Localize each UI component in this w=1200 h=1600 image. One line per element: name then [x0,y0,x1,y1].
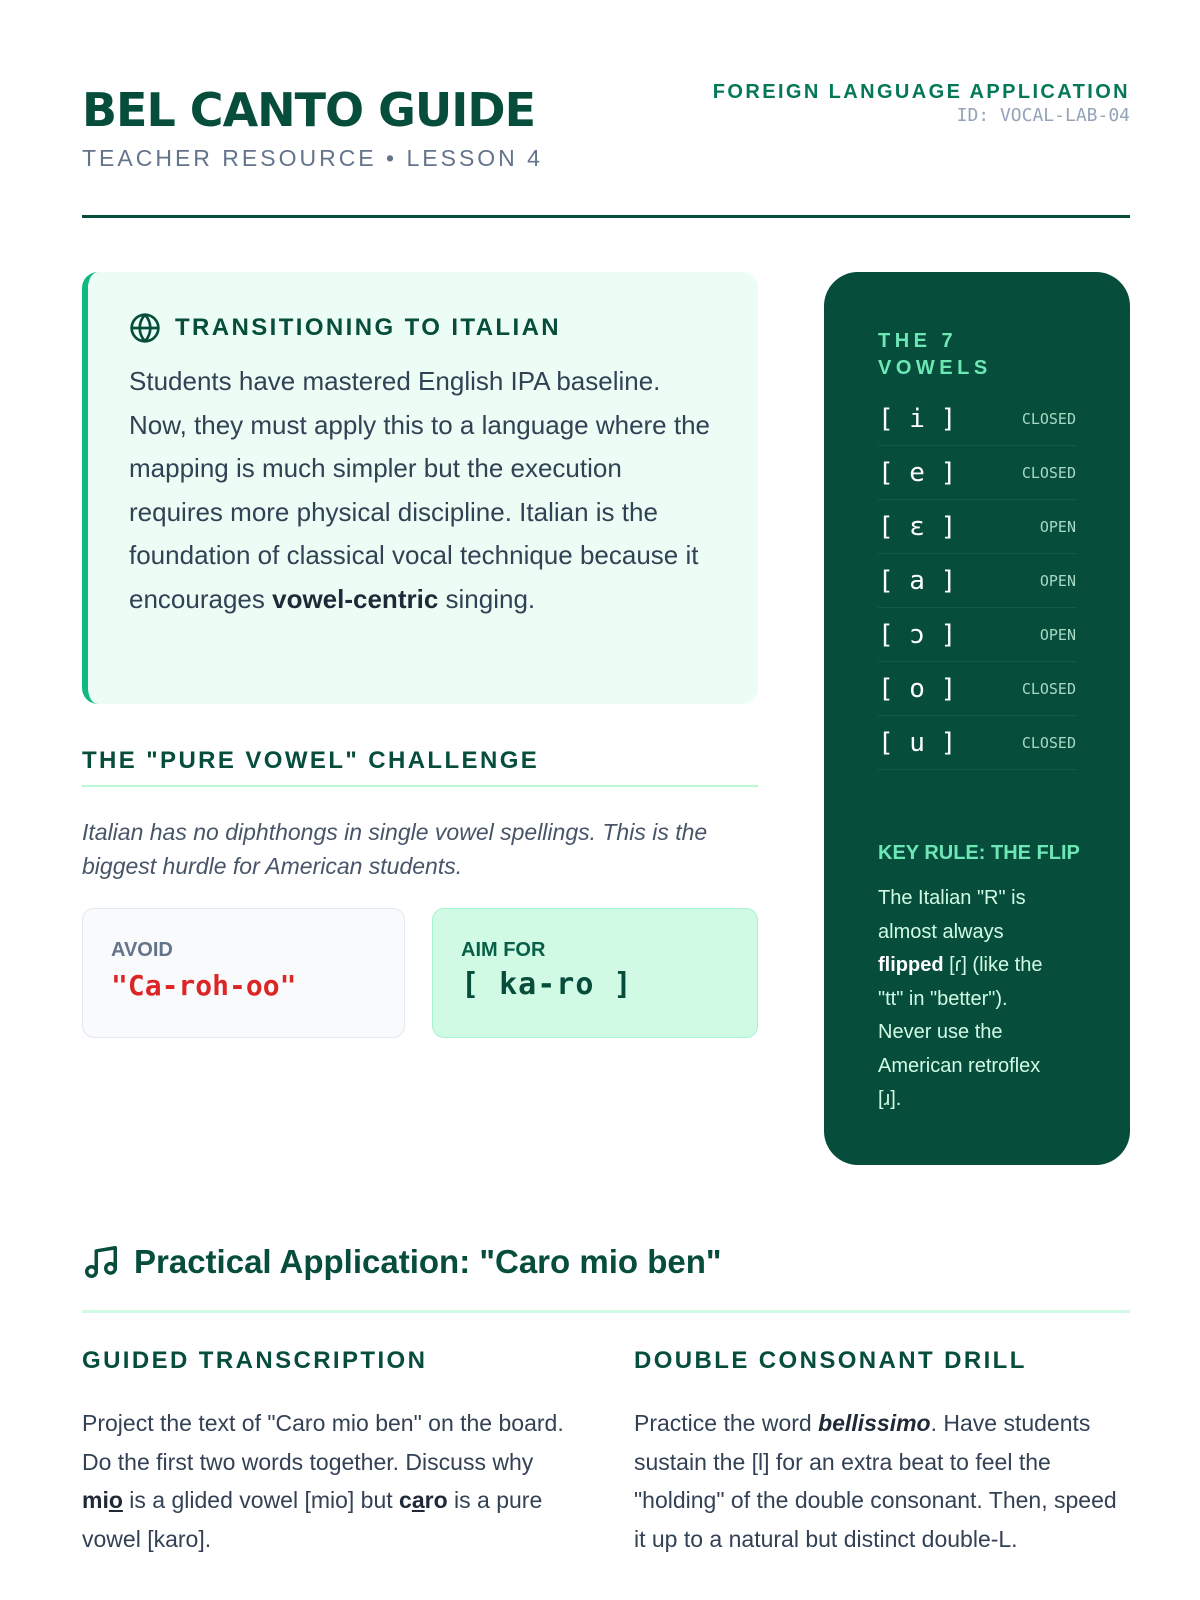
guided-transcription-title: GUIDED TRANSCRIPTION [82,1347,428,1374]
intro-text-end: singing. [438,583,536,614]
word-part: c [399,1487,412,1513]
guided-transcription-body [82,1404,567,1558]
intro-callout [82,272,758,704]
body-text: is a glided vowel [mio] but [122,1487,400,1513]
vowel-row [878,500,1076,554]
body-text: Project the text of "Caro mio ben" on the board. Do the first two words together. Discuss why [82,1410,564,1475]
key-rule-body [878,882,1064,1117]
intro-callout-body [129,360,718,621]
key-rule-text-end: [ɾ] (like the "tt" in "better"). Never use the American retroflex [ɹ]. [878,954,1043,1110]
body-text: is a pure vowel [karo]. [82,1487,543,1552]
vowels-sidebar [824,272,1130,1165]
vowel-symbol: [ u ] [878,727,957,758]
globe-icon [129,312,161,344]
vowel-symbol: [ o ] [878,673,957,704]
application-label: FOREIGN LANGUAGE APPLICATION [712,81,1130,103]
word-bellissimo: bellissimo [818,1410,931,1436]
word-caro [399,1487,448,1513]
vowel-row [878,608,1076,662]
aim-for-label: AIM FOR [461,939,546,961]
vowel-symbol: [ e ] [878,457,957,488]
key-rule-text: The Italian "R" is almost always [878,887,1026,943]
avoid-pronunciation: "Ca-roh-oo" [111,969,297,1002]
vowel-row [878,716,1076,770]
vowel-symbol: [ ɛ ] [878,511,957,542]
vowel-type: CLOSED [1021,409,1076,428]
avoid-label: AVOID [111,939,173,961]
avoid-card [82,908,405,1038]
double-consonant-title: DOUBLE CONSONANT DRILL [634,1347,1027,1374]
pure-vowel-divider [82,785,758,787]
guided-transcription-section [82,1346,567,1558]
header-meta [713,80,1130,128]
double-consonant-section [634,1346,1130,1558]
practical-divider [82,1310,1130,1313]
vowel-list [878,392,1076,770]
practical-heading [82,1240,722,1284]
vowel-row [878,662,1076,716]
vowel-symbol: [ ɔ ] [878,619,957,650]
word-part: ro [424,1487,448,1513]
aim-for-card [432,908,758,1038]
header-divider [82,215,1130,218]
vowel-symbol: [ a ] [878,565,957,596]
pure-vowel-heading: THE "PURE VOWEL" CHALLENGE [82,747,540,774]
lesson-page [82,0,1130,1600]
key-rule-title: KEY RULE: THE FLIP [878,842,1080,864]
practical-title: Practical Application: "Caro mio ben" [134,1243,722,1280]
body-text: . Have students sustain the [l] for an extra beat to feel the "holding" of the double consonant. Then, speed it up to a natural but distinct double-L. [634,1410,1117,1552]
vowel-type: OPEN [1039,517,1076,536]
aim-for-ipa: [ ka-ro ] [461,967,633,1002]
key-rule-emphasis: flipped [878,954,944,976]
music-note-icon [82,1242,120,1282]
sidebar-title: THE 7 VOWELS [878,330,992,379]
body-text: Practice the word [634,1410,819,1436]
vowel-symbol: [ i ] [878,403,957,434]
pure-vowel-note: Italian has no diphthongs in single vowel spellings. This is the biggest hurdle for American students. [82,819,708,879]
intro-text: Students have mastered English IPA baseline. Now, they must apply this to a language where the mapping is much simpler but the execution requires more physical discipline. Italian is the foundation of classical vocal technique because it encourages [129,366,711,614]
document-id: ID: VOCAL-LAB-04 [956,105,1130,126]
vowel-type: OPEN [1039,625,1076,644]
word-part-underlined: a [411,1487,425,1513]
word-part: mi [82,1487,109,1513]
vowel-row [878,446,1076,500]
vowel-row [878,392,1076,446]
page-title: BEL CANTO GUIDE [82,83,535,137]
vowel-type: CLOSED [1021,733,1076,752]
vowel-type: OPEN [1039,571,1076,590]
double-consonant-body [634,1404,1130,1558]
intro-callout-title: TRANSITIONING TO ITALIAN [175,314,562,341]
word-mio [82,1487,123,1513]
word-part-underlined: o [108,1487,123,1513]
page-subtitle: TEACHER RESOURCE • LESSON 4 [82,145,543,171]
vowel-type: CLOSED [1021,463,1076,482]
vowel-row [878,554,1076,608]
intro-callout-header [129,310,718,346]
vowel-type: CLOSED [1021,679,1076,698]
intro-emphasis: vowel-centric [272,583,439,614]
